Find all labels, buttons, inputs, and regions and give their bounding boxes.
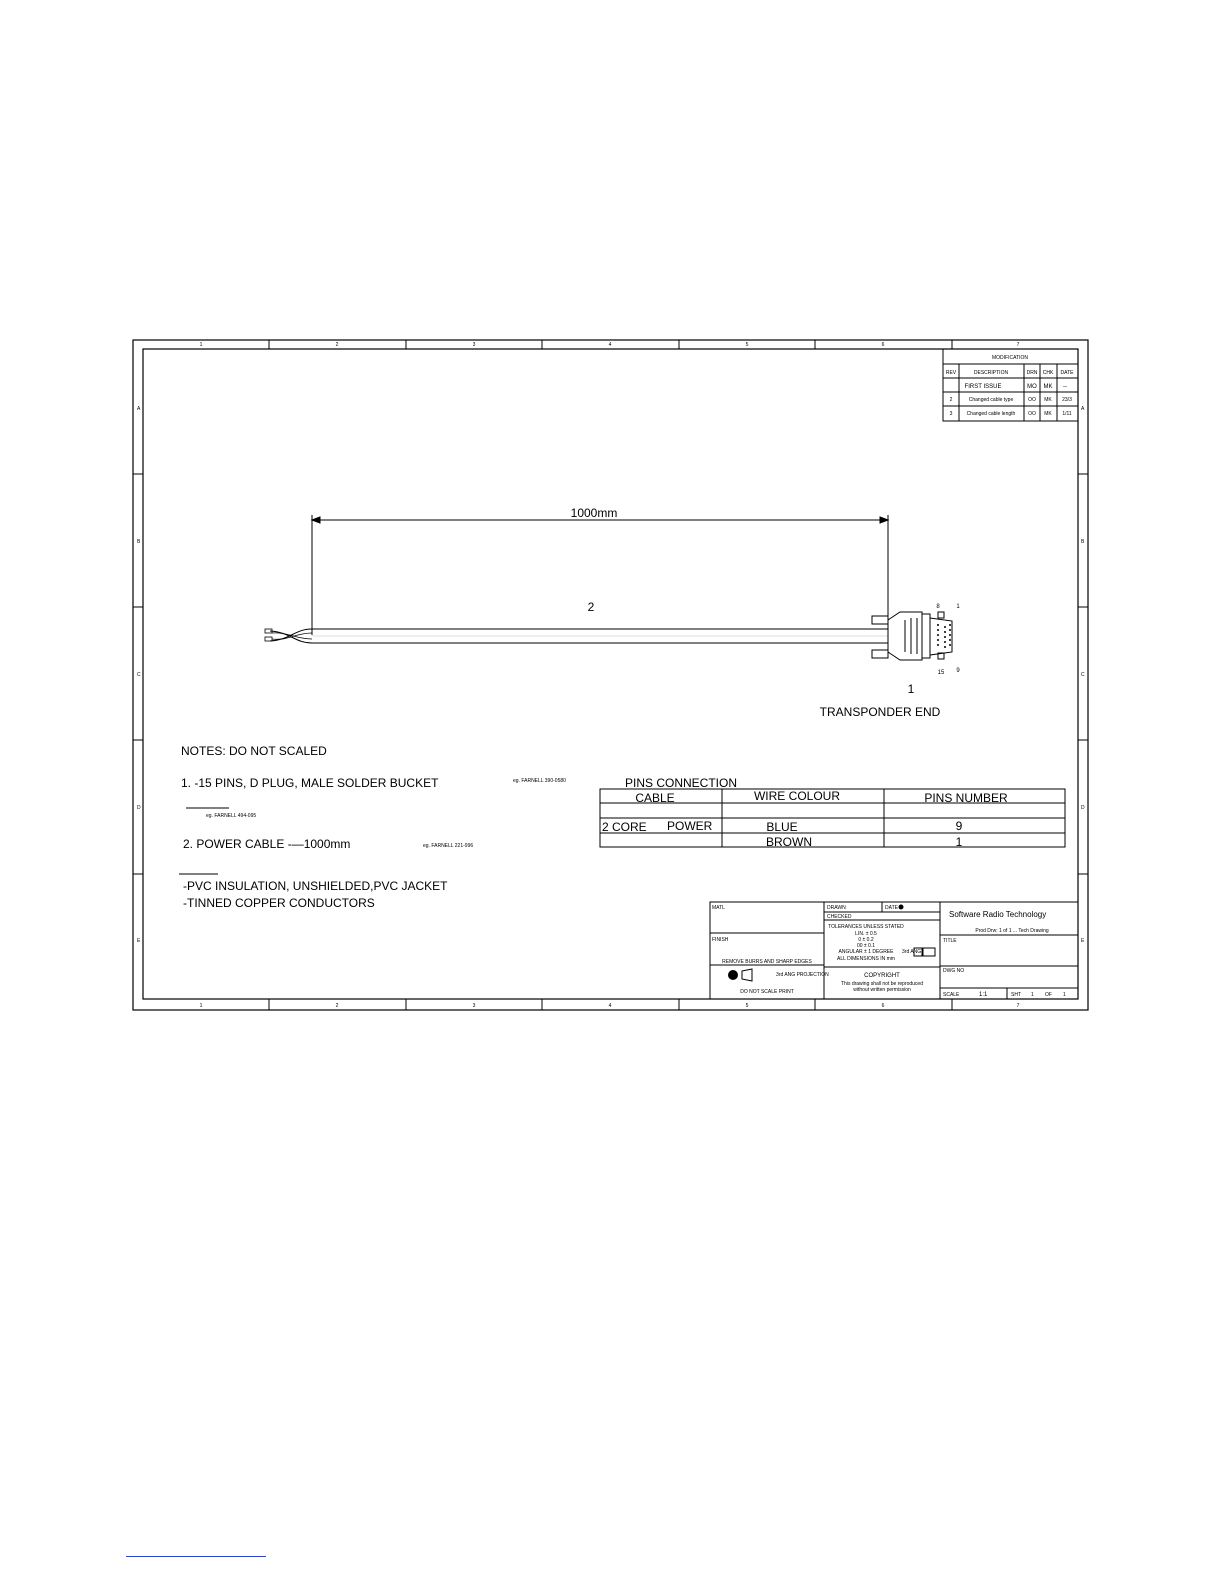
pins-cable-type: POWER — [667, 819, 713, 833]
cable — [265, 629, 888, 643]
zone-col-1b: 1 — [199, 1003, 203, 1009]
rev-row2-chk: MK — [1044, 397, 1052, 403]
tb-remove-burrs: REMOVE BURRS AND SHARP EDGES — [722, 959, 812, 965]
tb-tol-6: ALL DIMENSIONS IN mm — [837, 956, 895, 962]
tb-scale-value: 1:1 — [979, 992, 988, 998]
dimension-line — [312, 515, 888, 635]
tb-scale: SCALE — [943, 992, 960, 998]
pins-cable-label: 2 CORE — [602, 820, 647, 834]
rev-row2-drn: OO — [1028, 397, 1036, 403]
projection-cone-icon — [728, 970, 738, 980]
zone-col-6: 6 — [881, 342, 885, 348]
transponder-end-label: TRANSPONDER END — [819, 705, 941, 719]
tb-copyright-note1: This drawing shall not be reproduced — [841, 981, 923, 987]
spec-1: -PVC INSULATION, UNSHIELDED,PVC JACKET — [183, 879, 448, 893]
pin-label-15: 15 — [937, 670, 945, 676]
pins-header-colour: WIRE COLOUR — [753, 789, 841, 803]
pins-row2-colour: BROWN — [766, 835, 812, 849]
note-1-ref2: eg. FARNELL 494-095 — [206, 813, 257, 819]
pins-row2-pin: 1 — [955, 835, 963, 849]
tb-sheet-total: 1 — [1063, 992, 1066, 998]
zone-col-6b: 6 — [881, 1003, 885, 1009]
rev-row1-date: -- — [1063, 384, 1067, 390]
zone-row-d-r: D — [1081, 805, 1085, 811]
zone-col-1: 1 — [199, 342, 203, 348]
zone-col-2: 2 — [335, 342, 339, 348]
tb-checked: CHECKED — [827, 914, 852, 920]
rev-header-drn: DRN — [1026, 370, 1038, 376]
rev-header-rev: REV — [945, 370, 957, 376]
tb-finish: FINISH — [712, 937, 729, 943]
tb-tol-5: ANGULAR ± 1 DEGREE — [838, 949, 894, 955]
rev-row3-rev: 3 — [949, 411, 953, 417]
tb-third-angle: 3rd ANG — [902, 949, 922, 955]
zone-row-a: A — [137, 406, 141, 412]
zone-col-4b: 4 — [608, 1003, 612, 1009]
tb-matl: MATL — [712, 905, 725, 911]
zone-row-b: B — [137, 539, 141, 545]
tb-company: Software Radio Technology — [949, 910, 1047, 919]
tb-tol-2: LIN. ± 0.5 — [855, 931, 877, 937]
pin-label-9: 9 — [956, 668, 960, 674]
rev-header-date: DATE — [1060, 370, 1074, 376]
spec-2: -TINNED COPPER CONDUCTORS — [183, 896, 375, 910]
note-2: 2. POWER CABLE -—1000mm — [183, 837, 351, 851]
footnote-rule — [126, 1556, 266, 1557]
tb-date: DATE — [885, 905, 898, 911]
revision-table — [943, 349, 1078, 421]
item-number-connector: 1 — [907, 682, 915, 696]
rev-row3-date: 1/11 — [1062, 411, 1072, 417]
zone-col-4: 4 — [608, 342, 612, 348]
rev-row1-chk: MK — [1043, 384, 1053, 390]
note-2-ref: eg. FARNELL 221-996 — [423, 843, 474, 849]
zone-col-7: 7 — [1016, 342, 1020, 348]
projection-symbol-icon — [742, 969, 752, 981]
note-1-ref: eg. FARNELL 390-0580 — [513, 778, 566, 784]
tb-dwg-no: DWG NO — [943, 968, 965, 974]
tb-do-not-scale: DO NOT SCALE PRINT — [740, 989, 794, 995]
tb-tol-1: TOLERANCES UNLESS STATED — [828, 924, 904, 930]
zone-row-b-r: B — [1081, 539, 1085, 545]
rev-row3-drn: OO — [1028, 411, 1036, 417]
pin-label-1: 1 — [956, 604, 960, 610]
rev-row3-desc: Changed cable length — [966, 411, 1016, 417]
revision-title: MODIFICATION — [991, 355, 1029, 361]
rev-header-chk: CHK — [1042, 370, 1054, 376]
zone-row-e-r: E — [1081, 938, 1085, 944]
tb-sheet-of: OF — [1045, 992, 1052, 998]
tb-copyright: COPYRIGHT — [864, 973, 900, 979]
rev-row3-chk: MK — [1044, 411, 1052, 417]
tb-title: TITLE — [943, 938, 957, 944]
zone-row-d: D — [137, 805, 141, 811]
tb-sheet-value: 1 — [1031, 992, 1034, 998]
zone-row-c: C — [137, 672, 141, 678]
tb-tol-4: 00 ± 0.1 — [856, 943, 876, 949]
pins-header-cable: CABLE — [635, 791, 675, 805]
notes — [179, 744, 566, 910]
rev-header-desc: DESCRIPTION — [973, 370, 1009, 376]
item-number-cable: 2 — [587, 600, 595, 614]
notes-title: NOTES: DO NOT SCALED — [181, 744, 327, 758]
note-1: 1. -15 PINS, D PLUG, MALE SOLDER BUCKET — [181, 776, 439, 790]
zone-col-5b: 5 — [745, 1003, 749, 1009]
rev-row2-desc: Changed cable type — [968, 397, 1014, 403]
rev-row2-date: 23/3 — [1062, 397, 1072, 403]
title-block-text — [712, 905, 1066, 999]
rev-row1-desc: FIRST ISSUE — [964, 384, 1002, 390]
pins-table-title: PINS CONNECTION — [625, 776, 738, 790]
zone-col-2b: 2 — [335, 1003, 339, 1009]
tb-tol-3: 0 ± 0.2 — [858, 937, 874, 943]
dimension-label: 1000mm — [570, 506, 618, 520]
tb-sheet: SHT — [1011, 992, 1021, 998]
zone-col-3b: 3 — [472, 1003, 476, 1009]
zone-col-3: 3 — [472, 342, 476, 348]
zone-col-5: 5 — [745, 342, 749, 348]
zone-row-e: E — [137, 938, 141, 944]
pins-row1-colour: BLUE — [766, 820, 798, 834]
date-dot-icon — [899, 905, 904, 910]
zone-row-a-r: A — [1081, 406, 1085, 412]
pins-connection-table — [600, 776, 1065, 849]
zone-col-7b: 7 — [1016, 1003, 1020, 1009]
tb-subtitle: Prod Drw: 1 of 1 ... Tech Drawing — [975, 928, 1049, 934]
tb-copyright-note2: without written permission — [853, 987, 911, 993]
tb-drawn: DRAWN — [827, 905, 846, 911]
tb-proj: 3rd ANG PROJECTION — [776, 972, 829, 978]
pins-header-pins: PINS NUMBER — [924, 791, 1008, 805]
zone-row-c-r: C — [1081, 672, 1085, 678]
rev-row1-drn: MO — [1027, 384, 1037, 390]
pin-label-8: 8 — [936, 604, 940, 610]
pins-row1-pin: 9 — [955, 819, 963, 833]
rev-row2-rev: 2 — [949, 397, 953, 403]
